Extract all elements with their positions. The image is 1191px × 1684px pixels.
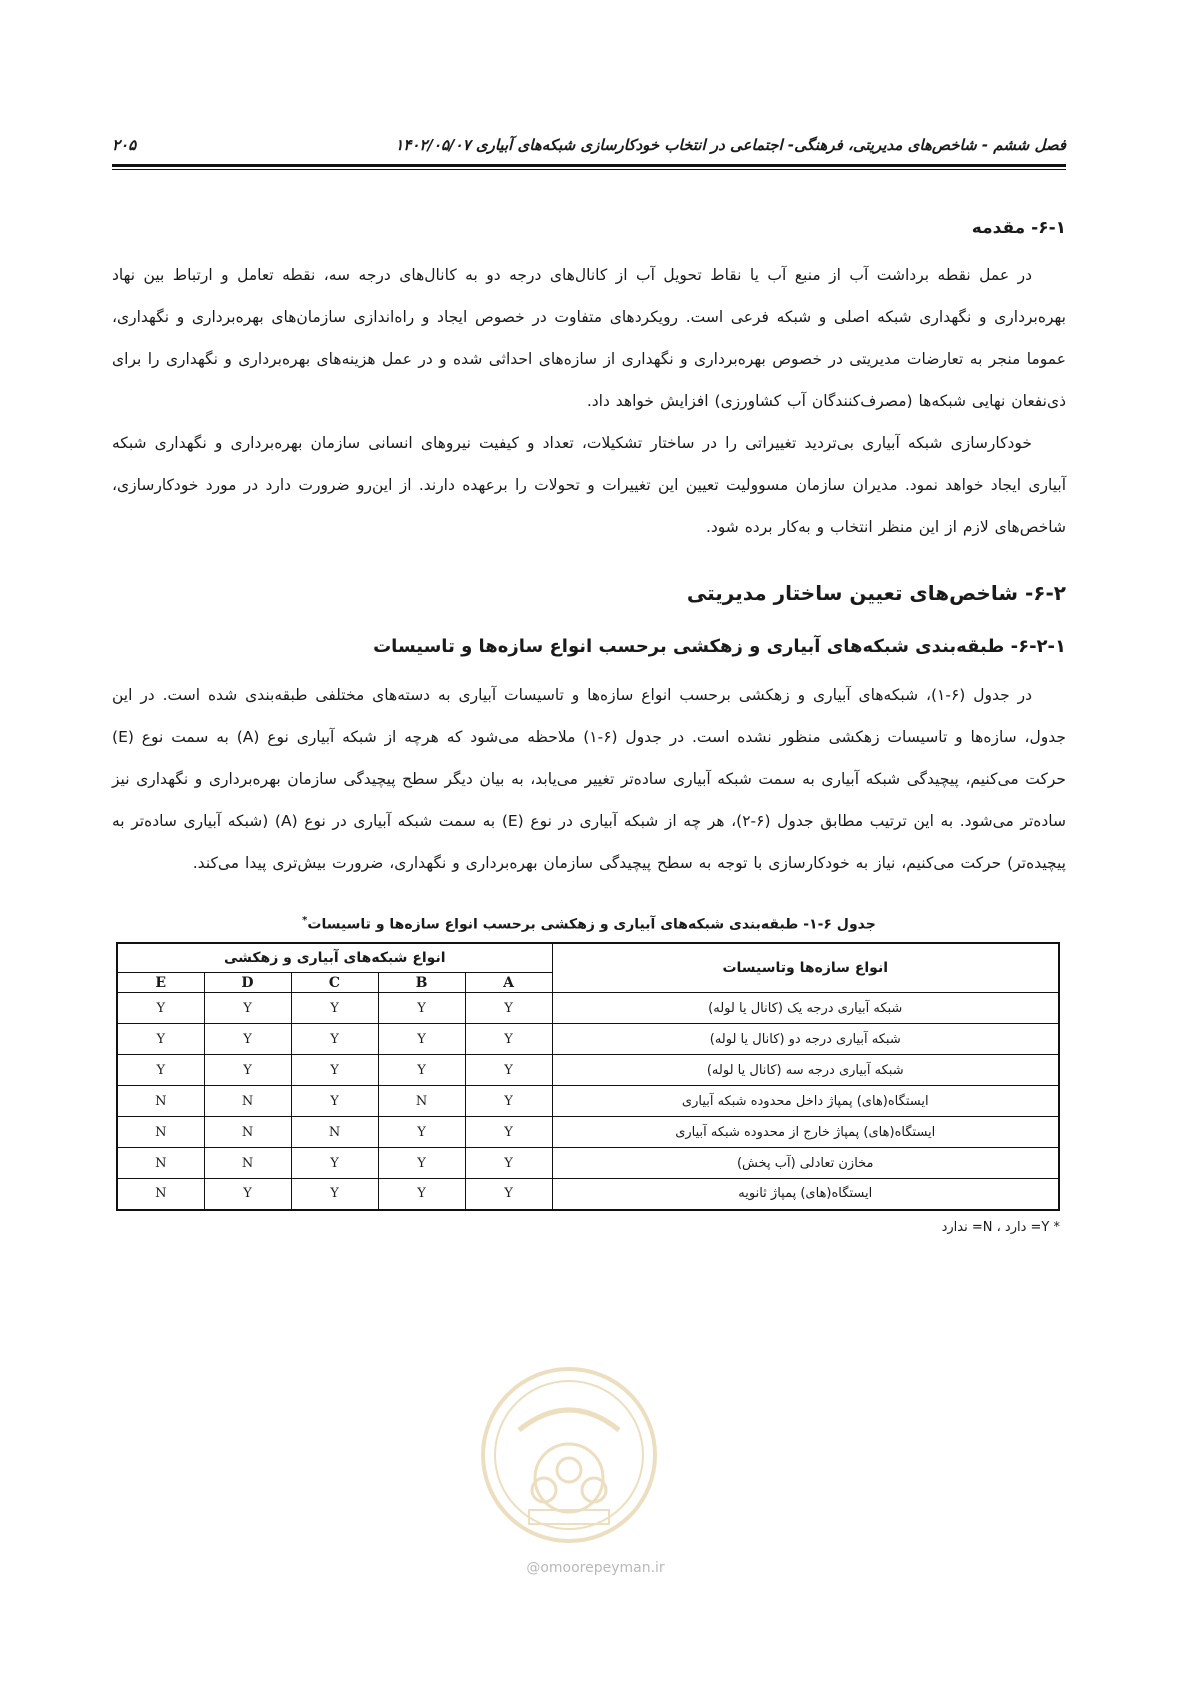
table-row — [117, 993, 1059, 1024]
page-number: ۲۰۵ — [112, 136, 137, 154]
cell-value: Y — [465, 1117, 552, 1148]
cell-value: Y — [378, 1117, 465, 1148]
cell-value: N — [117, 1117, 204, 1148]
table-row — [117, 1117, 1059, 1148]
cell-value: Y — [291, 1055, 378, 1086]
watermark-seal-icon — [474, 1360, 664, 1550]
cell-value: N — [117, 1148, 204, 1179]
table-caption-mark: * — [302, 915, 308, 926]
cell-value: Y — [378, 1179, 465, 1210]
cell-value: N — [117, 1086, 204, 1117]
management-heading: ۶-۲- شاخص‌های تعیین ساختار مدیریتی — [686, 581, 1066, 605]
cell-value: Y — [117, 993, 204, 1024]
cell-value: N — [117, 1179, 204, 1210]
classification-table — [116, 942, 1060, 1211]
cell-value: Y — [465, 1024, 552, 1055]
cell-value: Y — [465, 993, 552, 1024]
table-row — [117, 1086, 1059, 1117]
intro-paragraph-1: در عمل نقطه برداشت آب از منبع آب یا نقاط تحویل آب از کانال‌های درجه دو به کانال‌های درجه سه، نقطه تعامل و ارتباط بین نهاد بهره‌برداری و نگهداری شبکه اصلی و شبکه فرعی است. رویکردهای متفاوت در خصوص ایجاد و راه‌اندازی سازمان‌های بهره‌برداری و نگهداری، عموما منجر به تعارضات مدیریتی در خصوص بهره‌برداری و نگهداری از سازه‌های احداثی شده و در عمل هزینه‌های بهره‌برداری و نگهداری را برای ذی‌نفعان نهایی شبکه‌ها (مصرف‌کنندگان آب کشاورزی) افزایش خواهد داد. — [112, 266, 1066, 410]
cell-value: Y — [465, 1055, 552, 1086]
cell-value: Y — [465, 1148, 552, 1179]
cell-value: N — [378, 1086, 465, 1117]
classification-paragraph: در جدول (۶-۱)، شبکه‌های آبیاری و زهکشی برحسب انواع سازه‌ها و تاسیسات آبیاری به دسته‌های مختلفی طبقه‌بندی شده است. در این جدول، سازه‌ها و تاسیسات زهکشی منظور نشده است. در جدول (۶-۱) ملاحظه می‌شود که هرچه از شبکه آبیاری نوع (A) به سمت نوع (E) حرکت می‌کنیم، پیچیدگی شبکه آبیاری به سمت شبکه آبیاری ساده‌تر تغییر می‌یابد، به بیان دیگر سطح پیچیدگی سازمان بهره‌برداری و نگهداری نیز ساده‌تر می‌شود. به این ترتیب مطابق جدول (۶-۲)، هر چه از شبکه آبیاری در نوع (E) به سمت شبکه آبیاری در نوع (A) (شبکه آبیاری ساده‌تر به پیچیده‌تر) حرکت می‌کنیم، نیاز به خودکارسازی با توجه به سطح پیچیدگی سازمان بهره‌برداری و نگهداری، ضرورت بیش‌تری پیدا می‌کند. — [112, 686, 1067, 872]
table-row — [117, 1024, 1059, 1055]
table-row — [117, 1148, 1059, 1179]
header-rule-thick — [112, 164, 1066, 167]
row-name: ایستگاه(های) پمپاژ خارج از محدوده شبکه آبیاری — [552, 1117, 1059, 1148]
row-name: شبکه آبیاری درجه دو (کانال یا لوله) — [552, 1024, 1059, 1055]
table-row — [117, 1179, 1059, 1210]
table-block — [112, 910, 1066, 1241]
intro-paragraph-2: خودکارسازی شبکه آبیاری بی‌تردید تغییراتی را در ساختار تشکیلات، تعداد و کیفیت نیروهای انسانی سازمان بهره‌برداری و نگهداری شبکه آبیاری ایجاد خواهد نمود. مدیران سازمان مسوولیت تعیین این تغییرات و تحولات را برعهده دارند. از این‌رو ضرورت دارد در مورد خودکارسازی، شاخص‌های لازم از این منظر انتخاب و به‌کار برده شود. — [112, 434, 1066, 536]
header-title: فصل ششم - شاخص‌های مدیریتی، فرهنگی- اجتماعی در انتخاب خودکارسازی شبکه‌های آبیاری ۱۴۰۲/۰۵/۰۷ — [395, 136, 1066, 154]
cell-value: Y — [465, 1179, 552, 1210]
cell-value: Y — [291, 1179, 378, 1210]
page-header — [112, 128, 1066, 162]
cell-value: Y — [378, 1024, 465, 1055]
classification-heading: ۶-۲-۱- طبقه‌بندی شبکه‌های آبیاری و زهکشی برحسب انواع سازه‌ها و تاسیسات — [373, 636, 1066, 657]
cell-value: Y — [204, 1179, 291, 1210]
header-rule-thin — [112, 169, 1066, 170]
cell-value: Y — [204, 993, 291, 1024]
cell-value: Y — [117, 1024, 204, 1055]
intro-heading: ۶-۱- مقدمه — [971, 218, 1066, 238]
cell-value: N — [204, 1117, 291, 1148]
table-caption-text: جدول ۶-۱- طبقه‌بندی شبکه‌های آبیاری و زهکشی برحسب انواع سازه‌ها و تاسیسات — [307, 916, 876, 933]
cell-value: Y — [204, 1055, 291, 1086]
cell-value: Y — [291, 993, 378, 1024]
column-header-d: D — [204, 973, 291, 993]
cell-value: Y — [117, 1055, 204, 1086]
cell-value: Y — [378, 993, 465, 1024]
column-header-a: A — [465, 973, 552, 993]
cell-value: Y — [291, 1024, 378, 1055]
row-name: مخازن تعادلی (آب پخش) — [552, 1148, 1059, 1179]
table-caption — [112, 910, 1066, 936]
column-header-b: B — [378, 973, 465, 993]
cell-value: Y — [291, 1148, 378, 1179]
row-name: ایستگاه(های) پمپاژ داخل محدوده شبکه آبیاری — [552, 1086, 1059, 1117]
cell-value: N — [291, 1117, 378, 1148]
cell-value: Y — [378, 1055, 465, 1086]
cell-value: Y — [465, 1086, 552, 1117]
cell-value: N — [204, 1148, 291, 1179]
cell-value: Y — [291, 1086, 378, 1117]
column-header-c: C — [291, 973, 378, 993]
group-header-cell: انواع شبکه‌های آبیاری و زهکشی — [117, 943, 552, 973]
row-name: ایستگاه(های) پمپاژ ثانویه — [552, 1179, 1059, 1210]
cell-value: Y — [378, 1148, 465, 1179]
watermark-url: @omoorepeyman.ir — [526, 1560, 665, 1576]
row-name: شبکه آبیاری درجه سه (کانال یا لوله) — [552, 1055, 1059, 1086]
row-header-cell: انواع سازه‌ها وتاسیسات — [552, 943, 1059, 993]
table-footnote: * Y= دارد ، N= ندارد — [941, 1219, 1060, 1235]
cell-value: Y — [204, 1024, 291, 1055]
column-header-e: E — [117, 973, 204, 993]
page-body — [112, 214, 1066, 1241]
row-name: شبکه آبیاری درجه یک (کانال یا لوله) — [552, 993, 1059, 1024]
cell-value: N — [204, 1086, 291, 1117]
table-row — [117, 1055, 1059, 1086]
